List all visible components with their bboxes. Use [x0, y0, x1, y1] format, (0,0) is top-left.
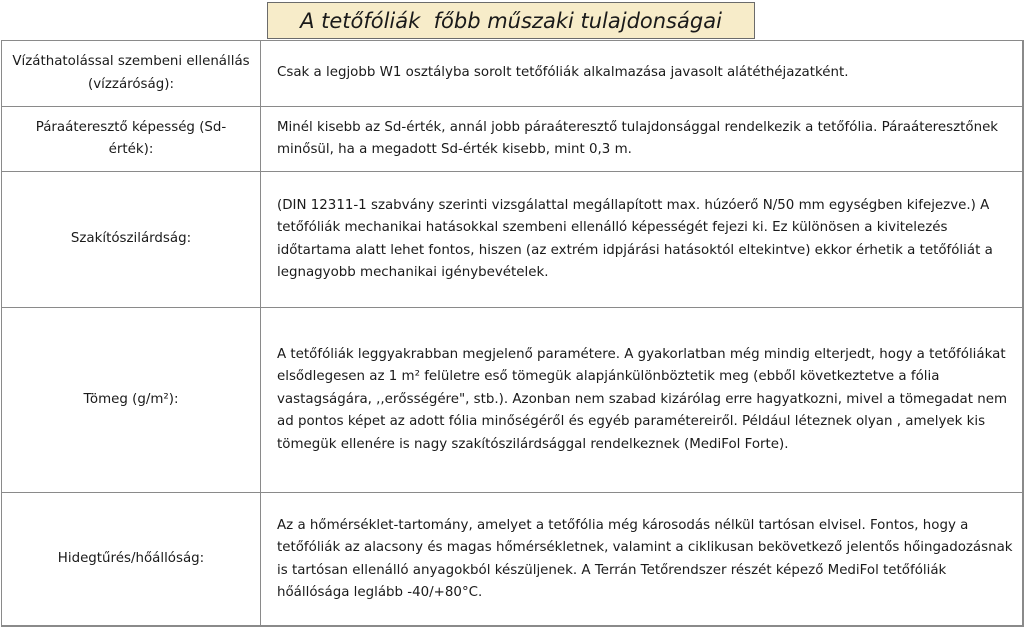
- property-label: Páraáteresztő képesség (Sd-érték):: [2, 107, 261, 172]
- property-description: A tetőfóliák leggyakrabban megjelenő paramétere. A gyakorlatban még mindig elterjedt, hogy a tetőfóliákat elsődlegesen az 1 m² felületre eső tömegük alapjánkülönböztetik meg (ebből következtetve a fólia vastagságára, ,,erősségére", stb.). Azonban nem szabad kizárólag erre hagyatkozni, mivel a tömegadat nem ad pontos képet az adott fólia minőségéről és egyéb paramétereiről. Például léteznek olyan , amelyek kis tömegük ellenére is nagy szakítószilárdsággal rendelkeznek (MediFol Forte).: [261, 308, 1024, 493]
- table-row: [2, 172, 1024, 308]
- property-description: Az a hőmérséklet-tartomány, amelyet a tetőfólia még károsodás nélkül tartósan elvisel. Fontos, hogy a tetőfóliák az alacsony és magas hőmérsékletnek, valamint a ciklikusan bekövetkező jelentős hőingadozásnak is tartósan ellenálló anyagokból készüljenek. A Terrán Tetőrendszer részét képező MediFol tetőfóliák hőállósága leglább -40/+80°C.: [261, 493, 1024, 627]
- property-description: Csak a legjobb W1 osztályba sorolt tetőfóliák alkalmazása javasolt alátéthéjazatként.: [261, 41, 1024, 107]
- property-label: Tömeg (g/m²):: [2, 308, 261, 493]
- page-title: A tetőfóliák főbb műszaki tulajdonságai: [267, 2, 755, 39]
- table-row: [2, 308, 1024, 493]
- property-description: Minél kisebb az Sd-érték, annál jobb páraáteresztő tulajdonsággal rendelkezik a tetőfólia. Páraáteresztőnek minősül, ha a megadott Sd-érték kisebb, mint 0,3 m.: [261, 107, 1024, 172]
- table-row: [2, 41, 1024, 107]
- table-row: [2, 493, 1024, 627]
- property-label: Hidegtűrés/hőállóság:: [2, 493, 261, 627]
- properties-table: [1, 40, 1024, 627]
- table-row: [2, 107, 1024, 172]
- property-label: Vízáthatolással szembeni ellenállás (vízzáróság):: [2, 41, 261, 107]
- property-description: (DIN 12311-1 szabvány szerinti vizsgálattal megállapított max. húzóerő N/50 mm egységben kifejezve.) A tetőfóliák mechanikai hatásokkal szembeni ellenálló képességét fejezi ki. Ez különösen a kivitelezés időtartama alatt lehet fontos, hiszen (az extrém idpjárási hatásoktól eltekintve) ekkor érhetik a tetőfóliát a legnagyobb mechanikai igénybevételek.: [261, 172, 1024, 308]
- property-label: Szakítószilárdság:: [2, 172, 261, 308]
